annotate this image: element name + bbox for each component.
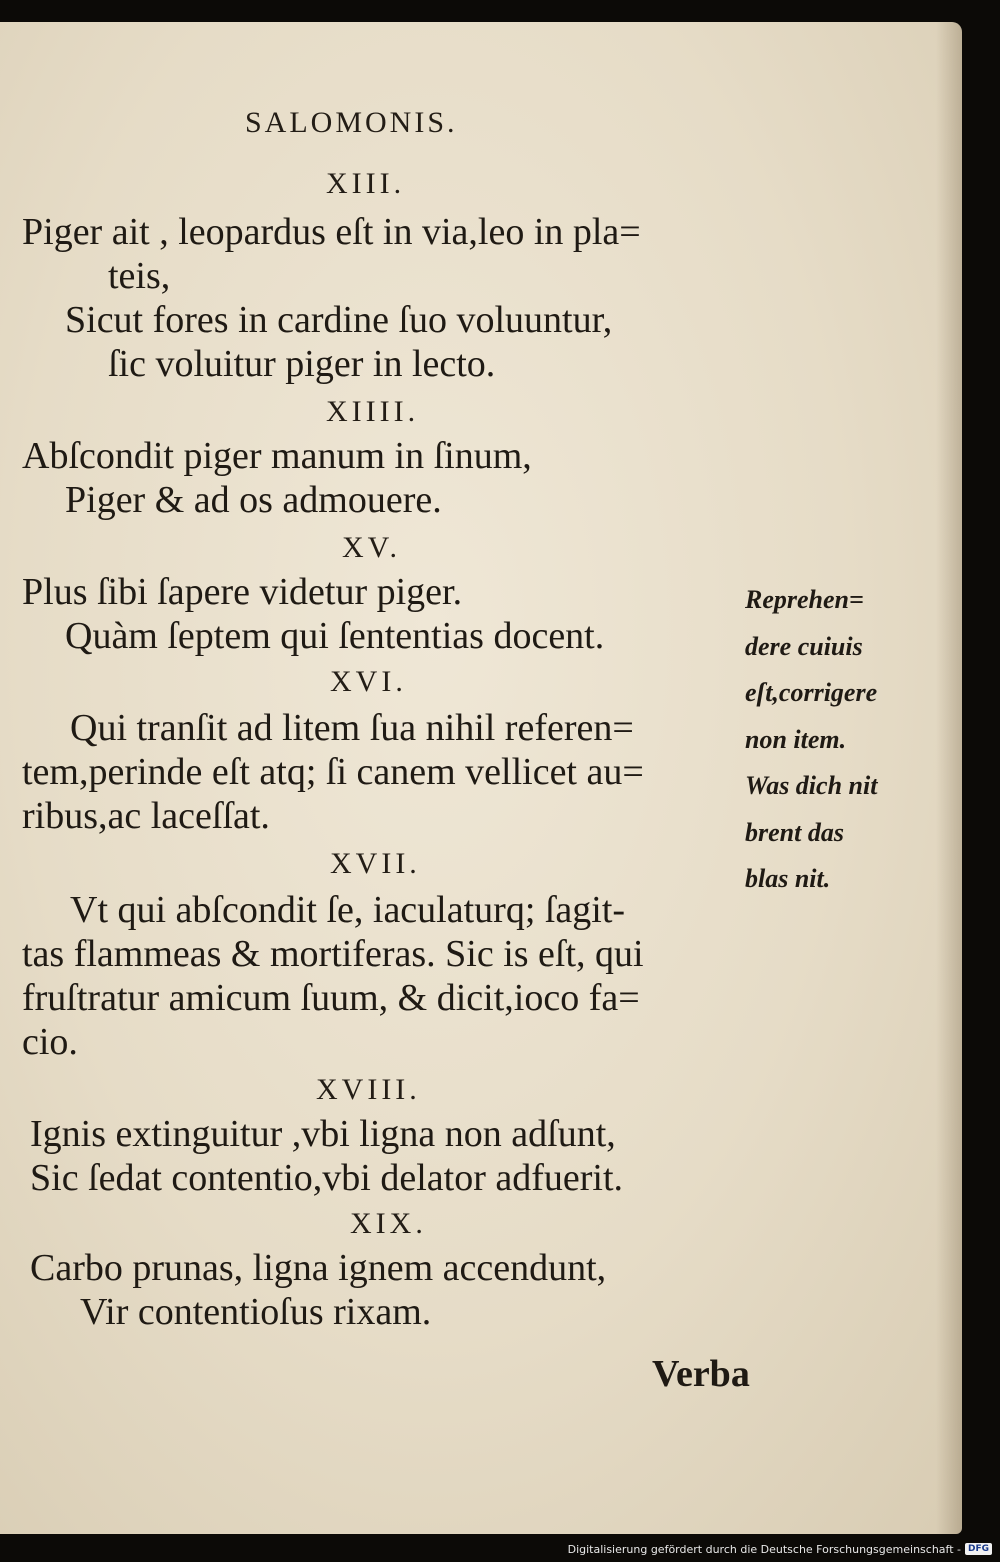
footer-credit: Digitalisierung gefördert durch die Deutsche Forschungsgemeinschaft -	[567, 1542, 961, 1556]
verse-number: XIII.	[326, 167, 406, 200]
verse-line: Vir contentioſus rixam.	[80, 1291, 432, 1333]
margin-note-line: non item.	[745, 724, 847, 754]
verse-line: ribus,ac laceſſat.	[22, 795, 270, 837]
verse-line: teis,	[108, 255, 171, 297]
verse-line: Plus ſibi ſapere videtur piger.	[22, 571, 463, 613]
dfg-logo-icon: DFG	[965, 1543, 992, 1555]
margin-note-line: Reprehen=	[745, 585, 864, 614]
margin-note-line: Was dich nit	[745, 771, 878, 800]
book-page	[0, 22, 962, 1534]
verse-line: Piger ait , leopardus eſt in via,leo in pla=	[22, 211, 641, 253]
verse-line: Abſcondit piger manum in ſinum,	[22, 435, 532, 477]
verse-number: XVIII.	[316, 1073, 421, 1106]
verse-number: XV.	[342, 531, 401, 564]
verse-line: fruſtratur amicum ſuum, & dicit,ioco fa=	[22, 977, 640, 1019]
verse-line: Piger & ad os admouere.	[65, 479, 442, 521]
verse-line: Sicut fores in cardine ſuo voluuntur,	[65, 299, 613, 341]
verse-line: Sic ſedat contentio,vbi delator adfuerit.	[30, 1157, 624, 1199]
verse-number: XIIII.	[326, 395, 420, 428]
verse-line: Carbo prunas, ligna ignem accendunt,	[30, 1247, 607, 1289]
verse-line: Quàm ſeptem qui ſententias docent.	[65, 615, 605, 657]
verse-line: tas flammeas & mortiferas. Sic is eſt, qui	[22, 933, 644, 975]
verse-number: XVI.	[330, 665, 407, 698]
verse-number: XIX.	[350, 1207, 427, 1240]
verse-line: cio.	[22, 1021, 78, 1063]
verse-line: Qui tranſit ad litem ſua nihil referen=	[70, 707, 634, 749]
margin-note-line: eſt,corrigere	[745, 678, 878, 707]
margin-note-line: dere cuiuis	[745, 631, 863, 661]
margin-note-line: brent das	[745, 817, 844, 847]
verse-line: Vt qui abſcondit ſe, iaculaturq; ſagit-	[70, 889, 626, 931]
digitization-footer	[568, 1540, 992, 1558]
margin-note-line: blas nit.	[745, 864, 831, 893]
verse-number: XVII.	[330, 847, 421, 880]
running-header: SALOMONIS.	[245, 106, 458, 139]
verse-line: ſic voluitur piger in lecto.	[108, 343, 496, 385]
margin-note	[745, 577, 945, 903]
verse-line: tem,perinde eſt atq; ſi canem vellicet au=	[22, 751, 644, 793]
catchword: Verba	[652, 1353, 750, 1395]
verse-line: Ignis extinguitur ,vbi ligna non adſunt,	[30, 1113, 616, 1155]
